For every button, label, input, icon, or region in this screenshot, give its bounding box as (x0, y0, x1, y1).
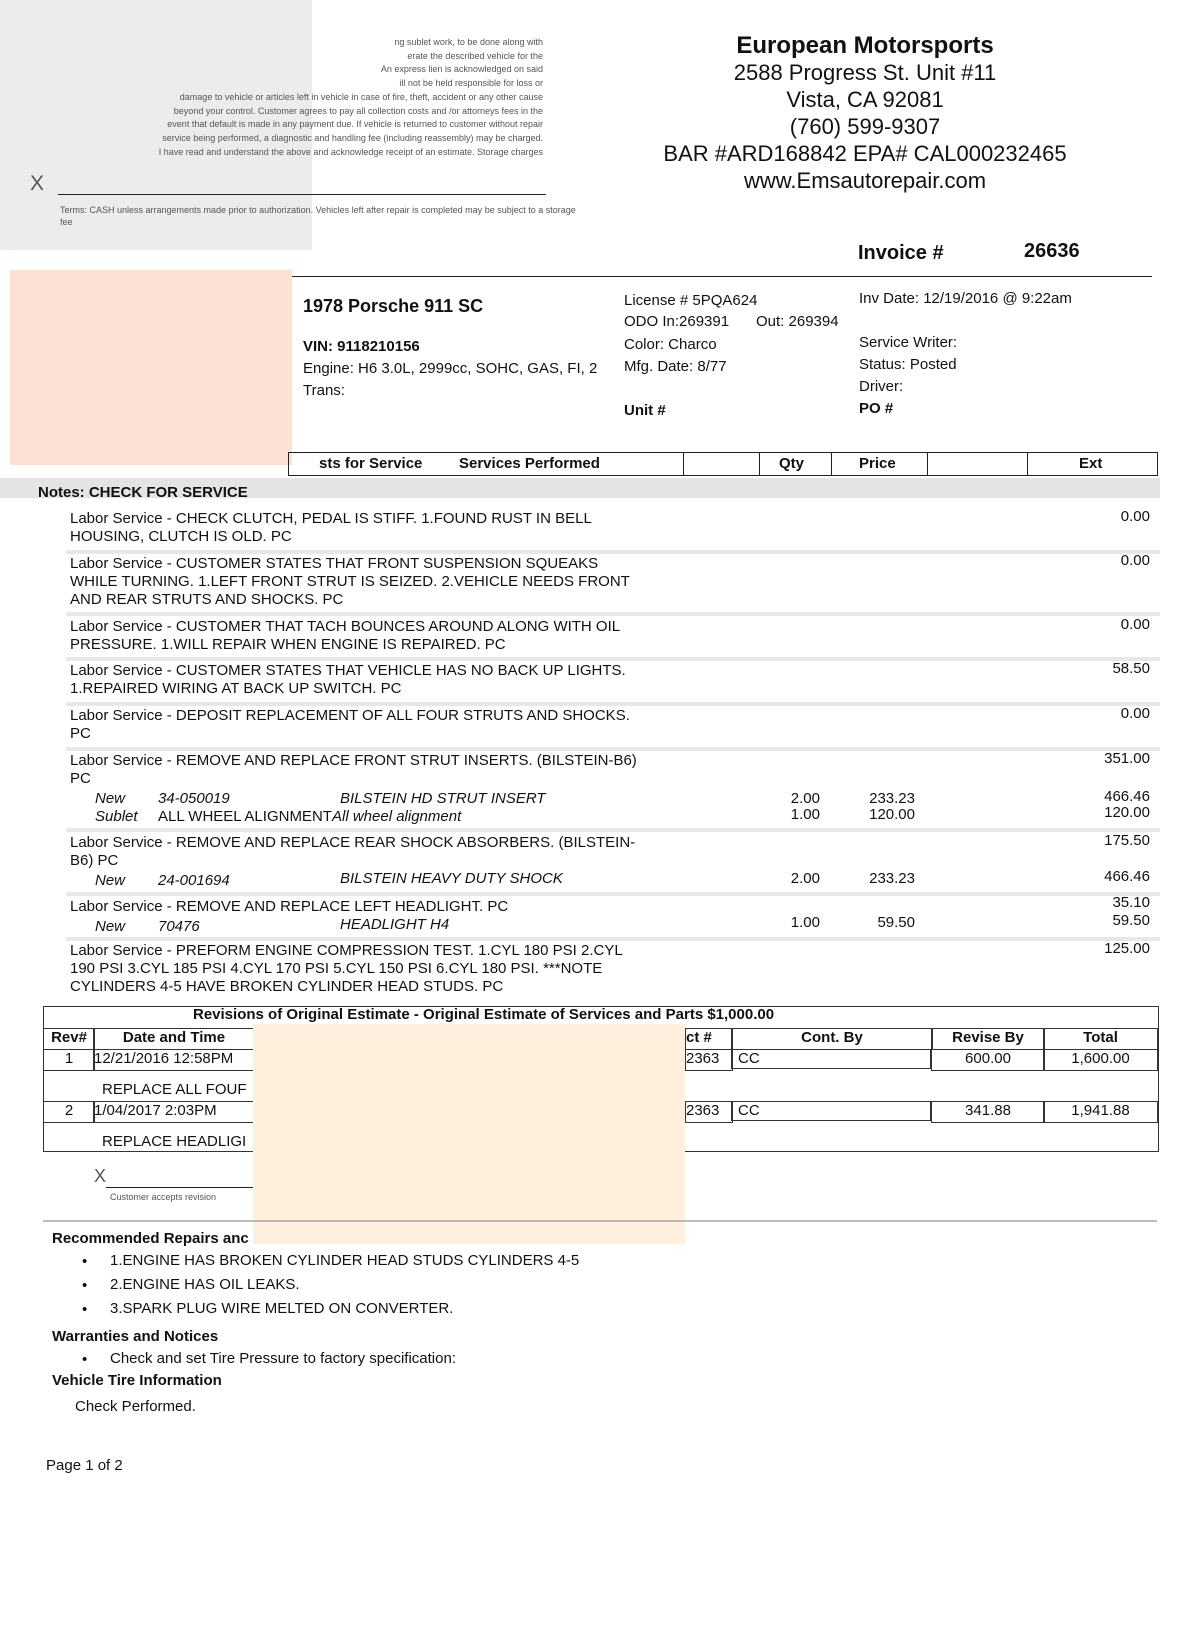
part-desc: BILSTEIN HD STRUT INSERT (340, 790, 546, 807)
bullet: • (82, 1253, 88, 1270)
legal-line: ill not be held responsible for loss or (399, 78, 543, 89)
legal-line: I have read and understand the above and acknowledge receipt of an estimate. Storage charges (158, 146, 543, 157)
service-line-7 (70, 834, 670, 870)
redacted-customer-info (10, 270, 292, 465)
service-text: CYLINDERS 4-5 HAVE BROKEN CYLINDER HEAD STUDS. PC (70, 978, 504, 995)
legal-line: beyond your control. Customer agrees to pay all collection costs and /or attorneys fees in the (173, 105, 543, 116)
service-column-header (288, 452, 1158, 476)
part-ext: 466.46 (1104, 788, 1150, 805)
vehicle-vin: VIN: 9118210156 (303, 338, 420, 355)
service-text: Labor Service - REMOVE AND REPLACE FRONT STRUT INSERTS. (BILSTEIN-B6) (70, 752, 637, 769)
service-amount: 35.10 (1112, 894, 1150, 911)
part-desc: HEADLIGHT H4 (340, 916, 450, 933)
odo-out: Out: 269394 (756, 313, 839, 330)
service-text: Labor Service - CUSTOMER THAT TACH BOUNCES AROUND ALONG WITH OIL (70, 618, 621, 635)
rev-row-note: REPLACE ALL FOUF (102, 1081, 247, 1098)
service-line-4 (70, 662, 670, 698)
shop-header (620, 32, 1110, 194)
col-divider (683, 453, 684, 475)
rev-row-date: 12/21/2016 12:58PM (93, 1049, 255, 1071)
service-separator (66, 828, 1160, 832)
service-line-9 (70, 942, 680, 996)
service-line-1 (70, 510, 670, 546)
part-qty: 1.00 (790, 914, 820, 931)
shop-name: European Motorsports (736, 32, 994, 59)
revision-signature-x: X (94, 1166, 107, 1186)
col-performed: Services Performed (459, 455, 600, 472)
service-line-8 (70, 898, 670, 916)
rev-row-note: REPLACE HEADLIGI (102, 1133, 247, 1150)
vehicle-title: 1978 Porsche 911 SC (303, 296, 484, 316)
service-text: Labor Service - PREFORM ENGINE COMPRESSION TEST. 1.CYL 180 PSI 2.CYL (70, 942, 623, 959)
vehicle-engine: Engine: H6 3.0L, 2999cc, SOHC, GAS, FI, 2 (303, 360, 598, 377)
part-type: New (95, 790, 126, 807)
service-amount: 58.50 (1112, 660, 1150, 677)
legal-line: An express lien is acknowledged on said (380, 64, 543, 75)
part-type: New (95, 918, 126, 935)
part-type: New (95, 872, 126, 889)
service-text: Labor Service - DEPOSIT REPLACEMENT OF ALL FOUR STRUTS AND SHOCKS. (70, 707, 630, 724)
bullet: • (82, 1351, 88, 1368)
legal-line: ng sublet work, to be done along with (394, 37, 543, 47)
terms-text: Terms: CASH unless arrangements made prior to authorization. Vehicles left after repair is completed may be subject to a storage fee (60, 205, 576, 227)
rev-header-cont-by: Cont. By (731, 1028, 933, 1050)
notes: Notes: CHECK FOR SERVICE (38, 484, 248, 501)
invoice-date: Inv Date: 12/19/2016 @ 9:22am (859, 290, 1072, 307)
shop-license: BAR #ARD168842 EPA# CAL000232465 (663, 141, 1067, 166)
redacted-revision-details (253, 1024, 685, 1244)
rev-row-cont-by: CC (731, 1101, 931, 1121)
rev-row-revise-by: 600.00 (931, 1049, 1045, 1071)
part-price: 233.23 (869, 870, 915, 887)
warranty-item: Check and set Tire Pressure to factory specification: (110, 1350, 456, 1367)
part-number: 70476 (158, 918, 200, 935)
service-separator (66, 702, 1160, 706)
recommended-item: 2.ENGINE HAS OIL LEAKS. (110, 1276, 300, 1293)
invoice-status: Status: Posted (859, 356, 957, 373)
part-desc: All wheel alignment (332, 808, 462, 825)
part-number: 24-001694 (158, 872, 230, 889)
part-ext: 59.50 (1112, 912, 1150, 929)
rev-header-contact: ct # (685, 1028, 733, 1050)
recommended-item: 3.SPARK PLUG WIRE MELTED ON CONVERTER. (110, 1300, 454, 1317)
col-qty: Qty (779, 455, 805, 472)
signature-x: X (30, 172, 45, 195)
col-ext: Ext (1079, 455, 1103, 472)
service-text: AND REAR STRUTS AND SHOCKS. PC (70, 591, 344, 608)
col-divider (831, 453, 832, 475)
tire-text: Check Performed. (75, 1398, 196, 1415)
bullet: • (82, 1301, 88, 1318)
service-amount: 0.00 (1120, 705, 1150, 722)
rev-row-total: 1,941.88 (1043, 1101, 1158, 1123)
service-text: Labor Service - CHECK CLUTCH, PEDAL IS STIFF. 1.FOUND RUST IN BELL (70, 510, 592, 527)
invoice-label: Invoice # (858, 242, 944, 264)
service-separator (66, 892, 1160, 896)
warranties-title: Warranties and Notices (52, 1328, 219, 1345)
page-number: Page 1 of 2 (46, 1457, 123, 1474)
service-line-6 (70, 752, 670, 788)
col-divider (927, 453, 928, 475)
vehicle-trans: Trans: (303, 382, 345, 399)
service-text: 1.REPAIRED WIRING AT BACK UP SWITCH. PC (70, 680, 402, 697)
odo-in: ODO In:269391 (624, 313, 730, 330)
shop-city: Vista, CA 92081 (786, 87, 944, 112)
service-separator (66, 747, 1160, 751)
service-text: PRESSURE. 1.WILL REPAIR WHEN ENGINE IS REPAIRED. PC (70, 636, 506, 653)
po-number: PO # (859, 400, 894, 417)
service-text: Labor Service - CUSTOMER STATES THAT FRONT SUSPENSION SQUEAKS (70, 555, 599, 572)
part-desc: BILSTEIN HEAVY DUTY SHOCK (340, 870, 563, 887)
recommended-item: 1.ENGINE HAS BROKEN CYLINDER HEAD STUDS CYLINDERS 4-5 (110, 1252, 580, 1269)
rev-row-contact: 2363 (685, 1049, 733, 1071)
part-qty: 2.00 (790, 870, 820, 887)
signature-line (58, 194, 546, 195)
part-ext: 466.46 (1104, 868, 1150, 885)
rev-row-number: 1 (43, 1049, 95, 1071)
col-divider (1027, 453, 1028, 475)
service-separator (66, 550, 1160, 554)
service-separator (66, 937, 1160, 941)
part-price: 59.50 (877, 914, 915, 931)
legal-line: service being performed, a diagnostic and handling fee (including reassembly) may be charged. (162, 132, 543, 143)
service-writer: Service Writer: (859, 334, 958, 351)
service-text: PC (70, 725, 91, 742)
col-divider (759, 453, 760, 475)
service-text: Labor Service - REMOVE AND REPLACE LEFT HEADLIGHT. PC (70, 898, 509, 915)
service-amount: 351.00 (1104, 750, 1150, 767)
col-price: Price (859, 455, 896, 472)
vehicle-mfg-date: Mfg. Date: 8/77 (624, 358, 727, 375)
service-text: B6) PC (70, 852, 119, 869)
legal-line: erate the described vehicle for the (407, 50, 543, 61)
rev-header-revise-by: Revise By (931, 1028, 1045, 1050)
header-rule (288, 276, 1152, 277)
service-amount: 0.00 (1120, 616, 1150, 633)
service-text: Labor Service - CUSTOMER STATES THAT VEHICLE HAS NO BACK UP LIGHTS. (70, 662, 626, 679)
part-ext: 120.00 (1104, 804, 1150, 821)
part-type: Sublet (95, 808, 138, 825)
driver: Driver: (859, 378, 904, 395)
authorization-legal-text (3, 36, 543, 159)
legal-line: damage to vehicle or articles left in vehicle in case of fire, theft, accident or any other cause (179, 91, 543, 102)
rev-row-number: 2 (43, 1101, 95, 1123)
service-line-5 (70, 707, 670, 743)
rev-header-date: Date and Time (93, 1028, 255, 1050)
bullet: • (82, 1277, 88, 1294)
part-number: ALL WHEEL ALIGNMENT (158, 808, 332, 825)
part-number: 34-050019 (158, 790, 230, 807)
service-text: Labor Service - REMOVE AND REPLACE REAR SHOCK ABSORBERS. (BILSTEIN- (70, 834, 636, 851)
service-line-3 (70, 618, 670, 654)
part-qty: 2.00 (790, 790, 820, 807)
service-amount: 0.00 (1120, 508, 1150, 525)
rev-row-cont-by: CC (731, 1049, 931, 1069)
service-text: 190 PSI 3.CYL 185 PSI 4.CYL 170 PSI 5.CYL 150 PSI 6.CYL 180 PSI. ***NOTE (70, 960, 603, 977)
service-line-2 (70, 555, 670, 609)
part-price: 233.23 (869, 790, 915, 807)
rev-header-rev: Rev# (43, 1028, 95, 1050)
service-amount: 125.00 (1104, 940, 1150, 957)
service-text: PC (70, 770, 91, 787)
vehicle-color: Color: Charco (624, 336, 717, 353)
invoice-number: 26636 (1024, 240, 1080, 262)
revisions-title: Revisions of Original Estimate - Original Estimate of Services and Parts $1,000.00 (193, 1006, 775, 1023)
part-price: 120.00 (869, 806, 915, 823)
service-separator (66, 612, 1160, 616)
part-qty: 1.00 (790, 806, 820, 823)
legal-line: event that default is made in any payment due. If vehicle is returned to customer without repair (167, 119, 543, 130)
rev-row-contact: 2363 (685, 1101, 733, 1123)
rev-header-total: Total (1043, 1028, 1158, 1050)
revision-accept-text: Customer accepts revision (110, 1192, 217, 1202)
rev-row-revise-by: 341.88 (931, 1101, 1045, 1123)
recommended-title: Recommended Repairs anc (52, 1230, 249, 1247)
service-separator (66, 657, 1160, 661)
service-text: HOUSING, CLUTCH IS OLD. PC (70, 528, 292, 545)
service-amount: 175.50 (1104, 832, 1150, 849)
vehicle-unit: Unit # (624, 402, 666, 419)
service-amount: 0.00 (1120, 552, 1150, 569)
shop-phone: (760) 599-9307 (789, 114, 941, 139)
section-rule (43, 1220, 1157, 1222)
vehicle-license: License # 5PQA624 (624, 292, 758, 309)
shop-address: 2588 Progress St. Unit #11 (733, 60, 997, 85)
tire-title: Vehicle Tire Information (52, 1372, 222, 1389)
col-requests: sts for Service (319, 455, 423, 472)
rev-row-total: 1,600.00 (1043, 1049, 1158, 1071)
rev-row-date: 1/04/2017 2:03PM (93, 1101, 255, 1123)
shop-website: www.Emsautorepair.com (743, 168, 987, 193)
service-text: WHILE TURNING. 1.LEFT FRONT STRUT IS SEIZED. 2.VEHICLE NEEDS FRONT (70, 573, 630, 590)
